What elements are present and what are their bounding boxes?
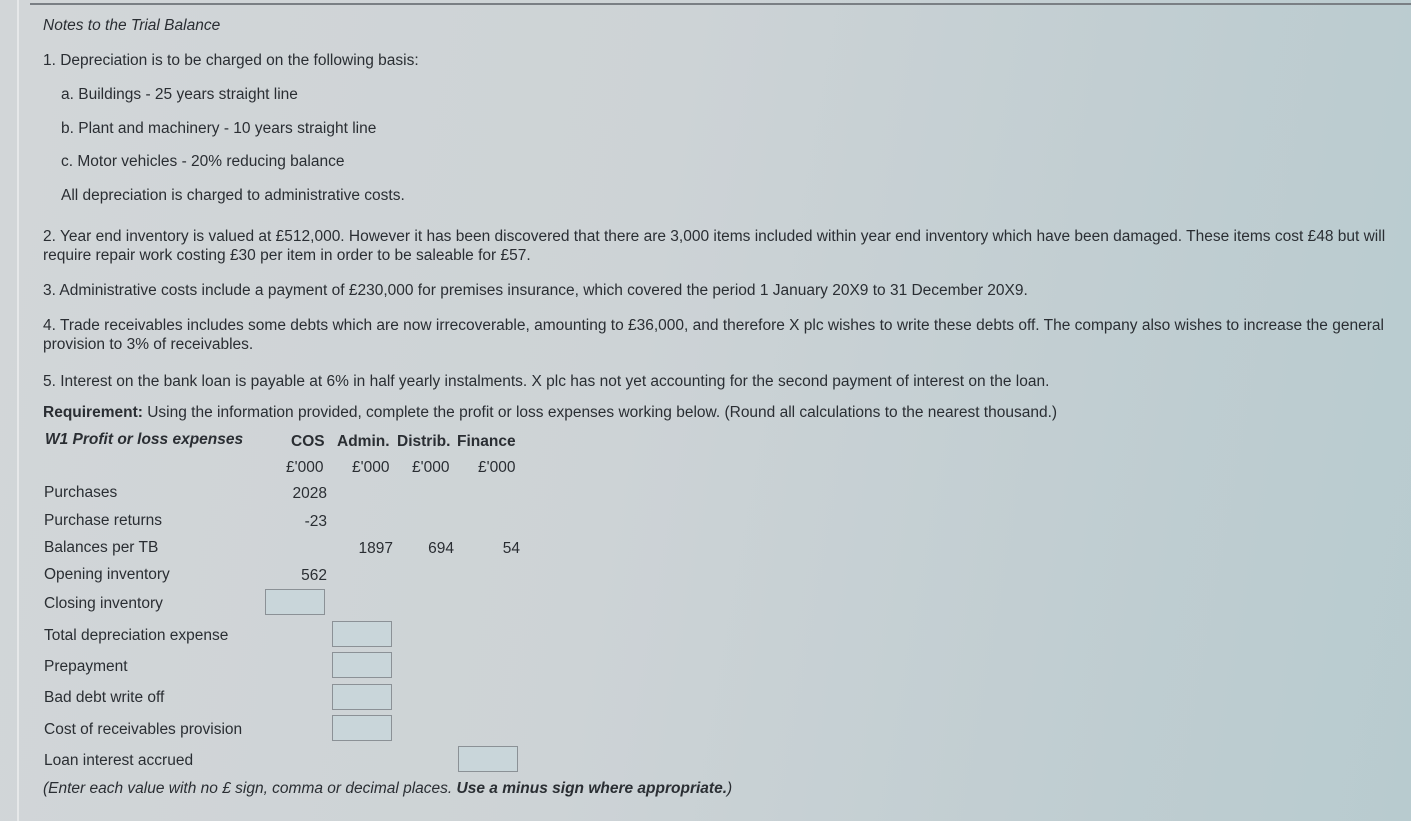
balances-tb-finance: 54 [502,540,520,557]
header-admin: Admin. [337,433,390,450]
purchase-returns-cos: -23 [304,513,327,530]
loan-interest-finance-input[interactable] [458,746,518,772]
row-label-prepayment: Prepayment [44,658,128,675]
opening-inventory-cos: 562 [301,567,327,584]
row-label-purchase-returns: Purchase returns [44,512,163,529]
left-border [17,0,19,821]
instruction-close: ) [727,780,733,797]
receivables-provision-admin-input[interactable] [332,715,392,741]
instruction [43,779,732,798]
note-1b: b. Plant and machinery - 10 years straight line [61,120,377,137]
top-divider [30,3,1411,5]
requirement-text: Using the information provided, complete the profit or loss expenses working below. (Round all calculations to the nearest thousand.) [142,404,1058,421]
row-label-closing-inventory: Closing inventory [44,595,163,612]
note-1c: c. Motor vehicles - 20% reducing balance [61,153,345,170]
row-label-bad-debt: Bad debt write off [44,689,165,706]
unit-cos: £'000 [286,459,324,476]
unit-distrib: £'000 [412,459,450,476]
note-1: 1. Depreciation is to be charged on the following basis: [43,52,419,69]
note-3: 3. Administrative costs include a payment of £230,000 for premises insurance, which covered the period 1 January 20X9 to 31 December 20X9. [43,282,1028,299]
unit-finance: £'000 [478,459,516,476]
note-1a: a. Buildings - 25 years straight line [61,86,298,103]
requirement-label: Requirement: [43,404,143,421]
row-label-loan-interest: Loan interest accrued [44,752,194,769]
total-depreciation-admin-input[interactable] [332,621,392,647]
balances-tb-distrib: 694 [428,540,454,557]
note-5: 5. Interest on the bank loan is payable at 6% in half yearly instalments. X plc has not yet accounting for the second payment of interest on the loan. [43,373,1050,390]
instruction-bold: Use a minus sign where appropriate. [456,780,727,797]
row-label-purchases: Purchases [44,484,118,501]
header-cos: COS [291,433,325,450]
working-title: W1 Profit or loss expenses [45,431,244,448]
row-label-balances-tb: Balances per TB [44,539,159,556]
requirement [43,403,1057,422]
unit-admin: £'000 [352,459,390,476]
header-distrib: Distrib. [397,433,451,450]
note-2: 2. Year end inventory is valued at £512,000. However it has been discovered that there are 3,000 items included within year end inventory which have been damaged. These items cost £48 but will require repair work costing £30 per item in order to be saleable for £57. [43,228,1386,264]
balances-tb-admin: 1897 [358,540,393,557]
note-1d: All depreciation is charged to administrative costs. [61,187,405,204]
prepayment-admin-input[interactable] [332,652,392,678]
purchases-cos: 2028 [292,485,327,502]
notes-title: Notes to the Trial Balance [43,17,221,34]
row-label-opening-inventory: Opening inventory [44,566,170,583]
closing-inventory-cos-input[interactable] [265,589,325,615]
bad-debt-admin-input[interactable] [332,684,392,710]
note-4: 4. Trade receivables includes some debts which are now irrecoverable, amounting to £36,000, and therefore X plc wishes to write these debts off. The company also wishes to increase the general provision to 3% of receivables. [43,317,1384,353]
instruction-text: (Enter each value with no £ sign, comma or decimal places. [43,780,457,797]
row-label-total-depreciation: Total depreciation expense [44,627,229,644]
header-finance: Finance [457,433,516,450]
row-label-receivables-provision: Cost of receivables provision [44,721,243,738]
